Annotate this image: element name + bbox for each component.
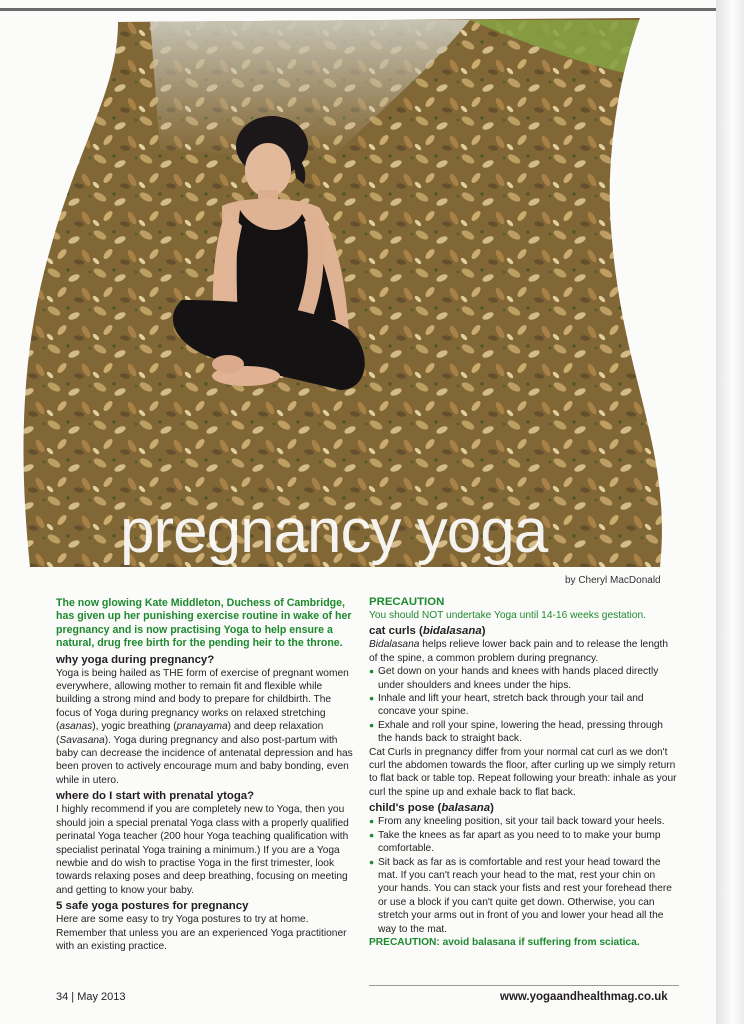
bullet-icon: ● xyxy=(369,666,375,677)
right-column xyxy=(369,595,677,949)
where-start-body: I highly recommend if you are completely new to Yoga, then you should join a special prenatal Yoga class with a properly qualified perinatal Yoga teacher (200 hour Yoga teaching qualification with specialist perinatal Yoga training a minimum.) If you are a Yoga newbie and do wish to practise Yoga in the first trimester, look towards relaxing poses and deep breathing, focusing on meeting and getting to know your baby. xyxy=(56,804,349,896)
precaution-heading: PRECAUTION xyxy=(369,596,445,608)
page-gutter xyxy=(716,0,744,1024)
list-item: ● Inhale and lift your heart, stretch back through your tail and concave your spine. xyxy=(369,693,644,718)
left-column xyxy=(56,597,356,953)
list-item: ● Get down on your hands and knees with hands placed directly under shoulders and knees under the hips. xyxy=(369,666,659,691)
footer-rule xyxy=(369,985,679,986)
heading-cat-curls: cat curls (bidalasana) xyxy=(369,625,486,638)
intro-paragraph: The now glowing Kate Middleton, Duchess of Cambridge, has given up her punishing exercise routine in wake of her pregnancy and is now practising Yoga to help ensure a natural, drug free birth for the pending heir to the throne. xyxy=(56,597,352,650)
safe-postures-body: Here are some easy to try Yoga postures to try at home. Remember that unless you are an experienced Yoga practitioner with an existing practice. xyxy=(56,914,347,952)
title-text: pregnancy yoga xyxy=(120,497,548,566)
bullet-icon: ● xyxy=(369,816,375,827)
childs-pose-precaution: PRECAUTION: avoid balasana if suffering from sciatica. xyxy=(369,936,640,948)
list-item: ● From any kneeling position, sit your tail back toward your heels. xyxy=(369,816,665,828)
bullet-icon: ● xyxy=(369,829,375,840)
why-yoga-body: Yoga is being hailed as THE form of exercise of pregnant women everywhere, allowing mother to remain fit and flexible while building a strong mind and body to prepare for childbirth. The focus of Yoga during pregnancy works on relaxed stretching (asanas), yogic breathing (pranayama) and deep relaxation (Savasana). Yoga during pregnancy and also post-partum with baby can decrease the incidence of antenatal depression and has been proven to actively encourage mum and baby bonding, even while in utero. xyxy=(56,667,353,786)
heading-safe-postures: 5 safe yoga postures for pregnancy xyxy=(56,900,249,913)
bullet-icon: ● xyxy=(369,856,375,867)
byline: by Cheryl MacDonald xyxy=(565,575,661,586)
bullet-icon: ● xyxy=(369,719,375,730)
heading-why-yoga: why yoga during pregnancy? xyxy=(56,653,215,666)
list-item: ● Exhale and roll your spine, lowering the head, pressing through the hands back to straight back. xyxy=(369,719,663,745)
list-item: ● Take the knees as far apart as you need to to make your bump comfortable. xyxy=(369,829,661,855)
cat-curls-intro: Bidalasana helps relieve lower back pain and to release the length of the spine, a common problem during pregnancy. xyxy=(369,639,669,664)
heading-childs-pose: child's pose (balasana) xyxy=(369,802,494,815)
page-number-date: 34 | May 2013 xyxy=(56,991,126,1003)
heading-where-start: where do I start with prenatal ytoga? xyxy=(56,790,255,803)
footer-url[interactable]: www.yogaandhealthmag.co.uk xyxy=(500,991,668,1003)
precaution-body: You should NOT undertake Yoga until 14-16 weeks gestation. xyxy=(369,610,646,621)
bullet-icon: ● xyxy=(369,693,375,704)
cat-curls-after: Cat Curls in pregnancy differ from your normal cat curl as we don't curl the abdomen towards the floor, after curling up we simply return to flat back or table top. Repeat following your breath: inhale as your curl the spine up and exhale back to flat back. xyxy=(369,746,677,798)
list-item: ● Sit back as far as is comfortable and rest your head toward the mat. If you can't reach your head to the mat, rest your chin on your hands. You can stack your fists and rest your forehead there or use a block if you can't quite get down. Otherwise, you can stretch your arms out in front of you and lower your head all the way to the mat. xyxy=(369,856,672,935)
